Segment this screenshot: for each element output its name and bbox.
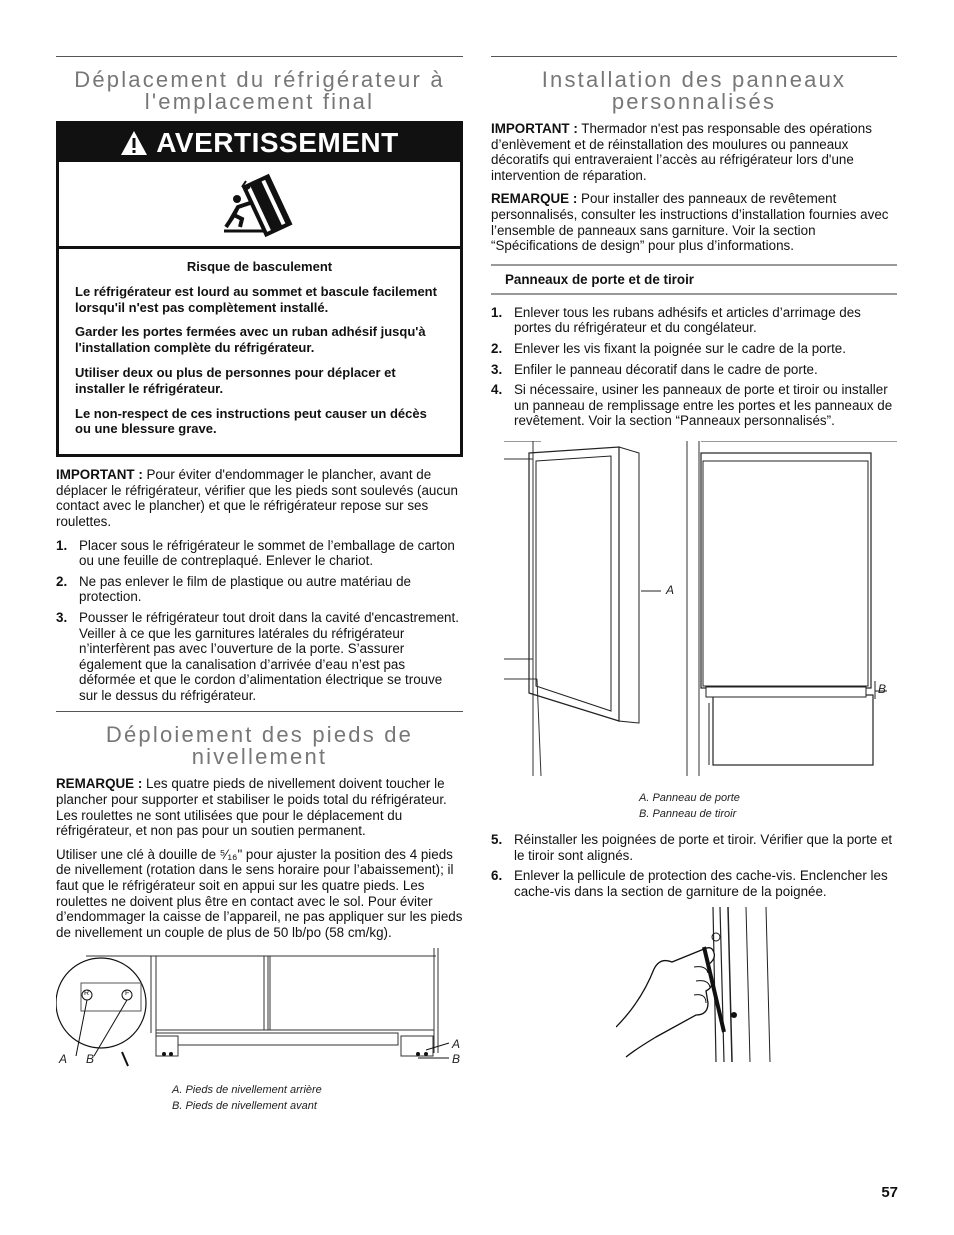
remarque-paragraph	[56, 776, 463, 838]
list-item: 3. Enfiler le panneau décoratif dans le cadre de porte.	[491, 361, 818, 377]
section-rule	[56, 711, 463, 712]
remarque-text: Les quatre pieds de nivellement doivent toucher le plancher pour supporter et stabiliser le poids total du réfrigérateur. Les roulettes ne sont utilisées que pour le déplacement du réfrigérateur, et non pas pour un soutien permanent.	[56, 776, 447, 839]
label-a: A	[666, 582, 675, 597]
left-column	[56, 56, 463, 1114]
panel-captions	[639, 790, 897, 822]
label-a-left: A	[59, 1052, 68, 1067]
important-label: IMPORTANT :	[491, 121, 578, 136]
list-item: 3. Pousser le réfrigérateur tout droit dans la cavité d'encastrement. Veiller à ce que les garnitures latérales du réfrigérateur n’interfèrent pas avec l’ouverture de la porte. S’assurer également que la canalisation d’arrivée d’eau n’est pas déformée et que le cordon d’alimentation électrique se trouve sur le dessus du réfrigérateur.	[56, 609, 459, 703]
label-b-left: B	[86, 1052, 95, 1067]
warning-body	[59, 249, 460, 454]
subheading-door-drawer-panels: Panneaux de porte et de tiroir	[491, 264, 897, 295]
screw-cover-figure	[616, 907, 897, 1062]
section-title-leveling: Déploiement des pieds de nivellement	[105, 722, 414, 770]
label-r: R	[84, 990, 90, 998]
warning-line: Garder les portes fermées avec un ruban adhésif jusqu'à l'installation complète du réfrigérateur.	[75, 324, 426, 356]
remarque-label: REMARQUE :	[491, 191, 578, 207]
remarque-label: REMARQUE :	[56, 776, 143, 792]
label-a-right: A	[452, 1037, 461, 1052]
tip-over-icon-row	[59, 162, 460, 249]
important-label: IMPORTANT :	[56, 467, 143, 483]
leveling-legs-illustration	[56, 948, 463, 1078]
warning-line: Le non-respect de ces instructions peut causer un décès ou une blessure grave.	[75, 405, 427, 437]
label-b-right: B	[452, 1052, 461, 1067]
warning-box	[56, 121, 463, 457]
door-panel-illustration	[491, 441, 897, 786]
warning-line: Le réfrigérateur est lourd au sommet et bascule facilement lorsqu'il n'est pas complètement installé.	[75, 283, 437, 315]
important-paragraph	[56, 467, 463, 529]
door-drawer-panel-figure	[491, 441, 897, 786]
section-rule	[491, 56, 897, 57]
warning-triangle-icon	[120, 130, 148, 156]
label-f: F	[125, 990, 130, 998]
important-text: Pour éviter d'endommager le plancher, avant de déplacer le réfrigérateur, vérifier que les pieds sont soulevés (aucun contact avec le plancher) et que le réfrigérateur repose sur ses roulettes.	[56, 467, 458, 529]
right-column	[491, 56, 897, 1062]
panel-steps-list-2	[491, 832, 897, 899]
remarque-text: Pour installer des panneaux de revêtement personnalisés, consulter les instructions d’installation fournies avec l’ensemble de panneaux sans garniture. Voir la section “Spécifications de design” pour plus d’informations.	[491, 191, 889, 254]
list-item: 1. Enlever tous les rubans adhésifs et articles d’arrimage des portes du réfrigérateur et du congélateur.	[491, 304, 861, 336]
warning-title: Risque de basculement	[186, 259, 333, 274]
list-item: 2. Enlever les vis fixant la poignée sur le cadre de la porte.	[491, 340, 846, 356]
important-text: Thermador n'est pas responsable des opérations d’enlèvement et de réinstallation des moulures ou panneaux décoratifs qui entraveraient l’accès au réfrigérateur lors d'une intervention de réparation.	[491, 121, 872, 183]
panel-steps-list	[491, 305, 897, 429]
caption-line: A. Pieds de nivellement arrière	[172, 1084, 322, 1097]
warning-line: Utiliser deux ou plus de personnes pour déplacer et installer le réfrigérateur.	[75, 364, 396, 396]
list-item: 2. Ne pas enlever le film de plastique ou autre matériau de protection.	[56, 573, 411, 605]
warning-header	[59, 124, 460, 162]
label-b: B	[878, 681, 887, 696]
socket-wrench-paragraph: Utiliser une clé à douille de ⁵⁄₁₆" pour ajuster la position des 4 pieds de nivellement (rotation dans le sens horaire pour l’abaissement); il faut que le réfrigérateur soit en appui sur les quatre pieds. Les roulettes ne doivent plus être en contact avec le sol. Pour éviter d’endommager la caisse de l’appareil, ne pas appliquer sur les pieds de nivellement un couple de plus de 50 lb/po (58 cm/kg).	[56, 846, 463, 940]
caption-line: B. Panneau de tiroir	[639, 807, 737, 820]
caption-line: A. Panneau de porte	[639, 791, 740, 804]
list-item: 6. Enlever la pellicule de protection des cache-vis. Enclencher les cache-vis dans la section de garniture de la poignée.	[491, 868, 888, 899]
list-item: 4. Si nécessaire, usiner les panneaux de porte et tiroir ou installer un panneau de remplissage entre les portes et les panneaux de revêtement. Voir la section “Panneaux personnalisés”.	[491, 382, 893, 429]
list-item: 5. Réinstaller les poignées de porte et tiroir. Vérifier que la porte et le tiroir sont alignés.	[491, 831, 893, 863]
section-rule	[56, 56, 463, 57]
section-title-moving: Déplacement du réfrigérateur à l'emplacement final	[74, 67, 445, 114]
remarque-paragraph	[491, 191, 897, 253]
hand-installing-screw-cover-illustration	[616, 907, 796, 1062]
tip-over-hazard-icon	[220, 169, 300, 239]
caption-line: B. Pieds de nivellement avant	[172, 1100, 317, 1113]
leveling-captions	[172, 1082, 463, 1114]
warning-header-text: AVERTISSEMENT	[156, 127, 399, 158]
list-item: 1. Placer sous le réfrigérateur le sommet de l’emballage de carton ou une feuille de contreplaqué. Enlever le chariot.	[56, 537, 455, 569]
page-number: 57	[881, 1184, 898, 1201]
leveling-legs-figure	[56, 948, 463, 1078]
section-title-panels: Installation des panneaux personnalisés	[541, 67, 847, 114]
moving-steps-list	[56, 538, 463, 704]
important-paragraph	[491, 121, 897, 183]
